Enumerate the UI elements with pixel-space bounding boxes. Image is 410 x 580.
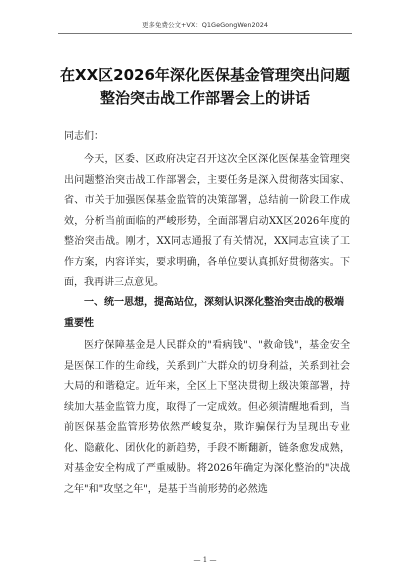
document-title: 在XX区2026年深化医保基金管理突出问题整治突击战工作部署会上的讲话 (60, 66, 350, 107)
body-paragraph: 今天，区委、区政府决定召开这次全区深化医保基金管理突出问题整治突击战工作部署会，主要任务是深入贯彻落实国家、省、市关于加强医保基金监管的决策部署，总结前一阶段工作成效，分析当前面临的严峻形势，全面部署启动XX区2026年度的整治突击战。刚才，XX同志通报了有关情况，XX同志宣读了工作方案，内容详实，要求明确，各单位要认真抓好贯彻落实。下面，我再讲三点意见。 (64, 154, 350, 288)
body-paragraph: 医疗保障基金是人民群众的"看病钱"、"救命钱"，基金安全是医保工作的生命线，关系到广大群众的切身利益，关系到社会大局的和谐稳定。近年来，全区上下坚决贯彻上级决策部署，持续加大基金监管力度，取得了一定成效。但必须清醒地看到，当前医保基金监管形势依然严峻复杂，欺诈骗保行为呈现出专业化、隐蔽化、团伙化的新趋势，手段不断翻新，链条愈发成熟，对基金安全构成了严重威胁。将2026年确定为深化整治的"决战之年"和"攻坚之年"，是基于当前形势的必然选 (64, 340, 350, 495)
section-heading: 一、统一思想，提高站位，深刻认识深化整治突击战的极端重要性 (64, 297, 344, 329)
header-divider (58, 33, 352, 34)
page-number: — 1 — (193, 556, 217, 564)
header-note: 更多免费公文+VX：Q1GeGongWen2024 (141, 21, 269, 29)
salutation: 同志们： (64, 131, 104, 142)
